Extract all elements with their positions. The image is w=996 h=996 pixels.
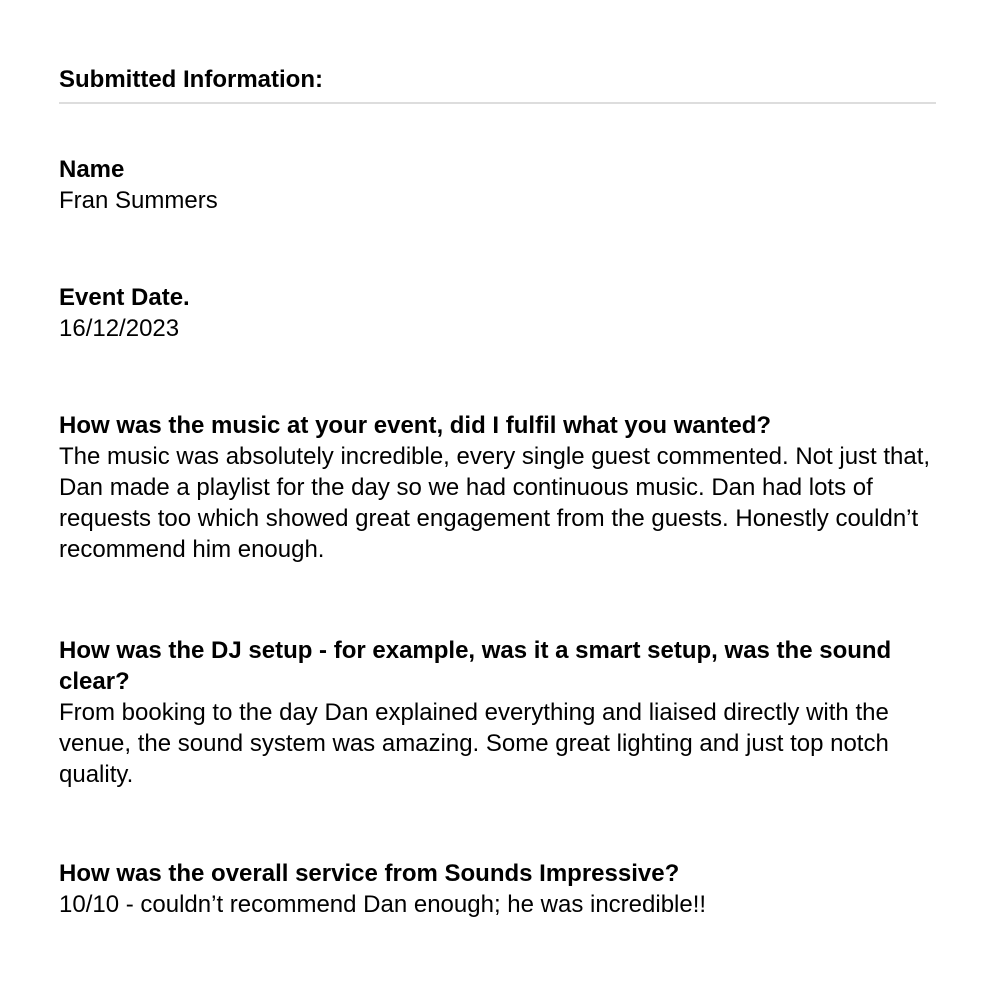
field-dj-setup-feedback — [59, 635, 936, 790]
field-value-event-date: 16/12/2023 — [59, 315, 180, 342]
field-label-event-date: Event Date. — [59, 284, 190, 311]
field-music-feedback — [59, 410, 936, 565]
field-label-overall-service: How was the overall service from Sounds Impressive? — [59, 860, 680, 887]
field-name — [59, 154, 936, 216]
field-label-music-feedback: How was the music at your event, did I fulfil what you wanted? — [59, 412, 772, 439]
field-overall-service-feedback — [59, 858, 936, 920]
field-label-dj-setup-feedback: How was the DJ setup - for example, was it a smart setup, was the sound clear? — [59, 637, 892, 695]
field-label-name: Name — [59, 156, 125, 183]
field-value-dj-setup-feedback: From booking to the day Dan explained everything and liaised directly with the venue, the sound system was amazing. Some great lighting and just top notch quality. — [59, 699, 889, 788]
field-value-music-feedback: The music was absolutely incredible, every single guest commented. Not just that, Dan made a playlist for the day so we had continuous music. Dan had lots of requests too which showed great engagement from the guests. Honestly couldn’t recommend him enough. — [59, 443, 931, 563]
header-divider — [59, 102, 936, 104]
field-value-name: Fran Summers — [59, 187, 218, 214]
page-title: Submitted Information: — [59, 66, 323, 93]
submission-header — [59, 64, 936, 96]
field-value-overall-service: 10/10 - couldn’t recommend Dan enough; he was incredible!! — [59, 891, 707, 918]
field-event-date — [59, 282, 936, 344]
